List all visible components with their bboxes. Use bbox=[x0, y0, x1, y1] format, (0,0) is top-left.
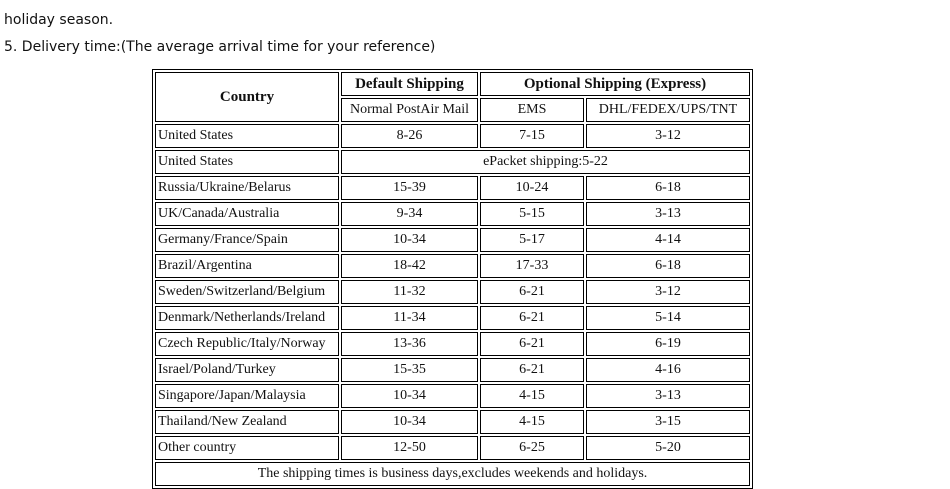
ems-cell: 4-15 bbox=[480, 384, 584, 408]
ems-cell: 6-21 bbox=[480, 358, 584, 382]
header-country: Country bbox=[155, 72, 339, 122]
subheader-ems: EMS bbox=[480, 98, 584, 122]
normal-post-cell: 8-26 bbox=[341, 124, 478, 148]
normal-post-cell: 11-34 bbox=[341, 306, 478, 330]
normal-post-cell: 10-34 bbox=[341, 410, 478, 434]
table-row bbox=[155, 176, 750, 200]
table-row bbox=[155, 384, 750, 408]
dhl-cell: 6-18 bbox=[586, 254, 750, 278]
country-cell: United States bbox=[155, 124, 339, 148]
normal-post-cell: 11-32 bbox=[341, 280, 478, 304]
normal-post-cell: 10-34 bbox=[341, 384, 478, 408]
country-cell: Brazil/Argentina bbox=[155, 254, 339, 278]
dhl-cell: 5-20 bbox=[586, 436, 750, 460]
header-optional-shipping: Optional Shipping (Express) bbox=[480, 72, 750, 96]
holiday-season-text: holiday season. bbox=[4, 12, 114, 28]
header-default-shipping: Default Shipping bbox=[341, 72, 478, 96]
country-cell: UK/Canada/Australia bbox=[155, 202, 339, 226]
dhl-cell: 6-19 bbox=[586, 332, 750, 356]
normal-post-cell: 15-39 bbox=[341, 176, 478, 200]
ems-cell: 5-17 bbox=[480, 228, 584, 252]
country-cell: Thailand/New Zealand bbox=[155, 410, 339, 434]
table-row bbox=[155, 332, 750, 356]
dhl-cell: 4-14 bbox=[586, 228, 750, 252]
country-cell: United States bbox=[155, 150, 339, 174]
ems-cell: 10-24 bbox=[480, 176, 584, 200]
table-row bbox=[155, 358, 750, 382]
dhl-cell: 3-12 bbox=[586, 124, 750, 148]
normal-post-cell: 10-34 bbox=[341, 228, 478, 252]
ems-cell: 6-25 bbox=[480, 436, 584, 460]
normal-post-cell: 12-50 bbox=[341, 436, 478, 460]
table-row bbox=[155, 410, 750, 434]
table-row bbox=[155, 436, 750, 460]
country-cell: Other country bbox=[155, 436, 339, 460]
ems-cell: 17-33 bbox=[480, 254, 584, 278]
table-header-row bbox=[155, 72, 750, 96]
dhl-cell: 4-16 bbox=[586, 358, 750, 382]
normal-post-cell: 15-35 bbox=[341, 358, 478, 382]
country-cell: Singapore/Japan/Malaysia bbox=[155, 384, 339, 408]
table-body bbox=[155, 124, 750, 460]
country-cell: Israel/Poland/Turkey bbox=[155, 358, 339, 382]
table-row bbox=[155, 306, 750, 330]
normal-post-cell: 18-42 bbox=[341, 254, 478, 278]
dhl-cell: 3-12 bbox=[586, 280, 750, 304]
delivery-time-heading: 5. Delivery time:(The average arrival time for your reference) bbox=[4, 39, 436, 55]
dhl-cell: 5-14 bbox=[586, 306, 750, 330]
country-cell: Denmark/Netherlands/Ireland bbox=[155, 306, 339, 330]
country-cell: Germany/France/Spain bbox=[155, 228, 339, 252]
subheader-normal-post: Normal PostAir Mail bbox=[341, 98, 478, 122]
ems-cell: 6-21 bbox=[480, 332, 584, 356]
subheader-dhl: DHL/FEDEX/UPS/TNT bbox=[586, 98, 750, 122]
normal-post-cell: 9-34 bbox=[341, 202, 478, 226]
ems-cell: 7-15 bbox=[480, 124, 584, 148]
table-row bbox=[155, 124, 750, 148]
epacket-shipping-cell: ePacket shipping:5-22 bbox=[341, 150, 750, 174]
table-row bbox=[155, 228, 750, 252]
dhl-cell: 6-18 bbox=[586, 176, 750, 200]
ems-cell: 5-15 bbox=[480, 202, 584, 226]
country-cell: Sweden/Switzerland/Belgium bbox=[155, 280, 339, 304]
table-row bbox=[155, 202, 750, 226]
table-footnote-row bbox=[155, 462, 750, 486]
dhl-cell: 3-15 bbox=[586, 410, 750, 434]
dhl-cell: 3-13 bbox=[586, 384, 750, 408]
table-row bbox=[155, 280, 750, 304]
country-cell: Russia/Ukraine/Belarus bbox=[155, 176, 339, 200]
normal-post-cell: 13-36 bbox=[341, 332, 478, 356]
dhl-cell: 3-13 bbox=[586, 202, 750, 226]
table-footnote: The shipping times is business days,excludes weekends and holidays. bbox=[155, 462, 750, 486]
ems-cell: 6-21 bbox=[480, 306, 584, 330]
ems-cell: 4-15 bbox=[480, 410, 584, 434]
table-row bbox=[155, 150, 750, 174]
country-cell: Czech Republic/Italy/Norway bbox=[155, 332, 339, 356]
delivery-time-table bbox=[152, 69, 753, 489]
table-row bbox=[155, 254, 750, 278]
ems-cell: 6-21 bbox=[480, 280, 584, 304]
